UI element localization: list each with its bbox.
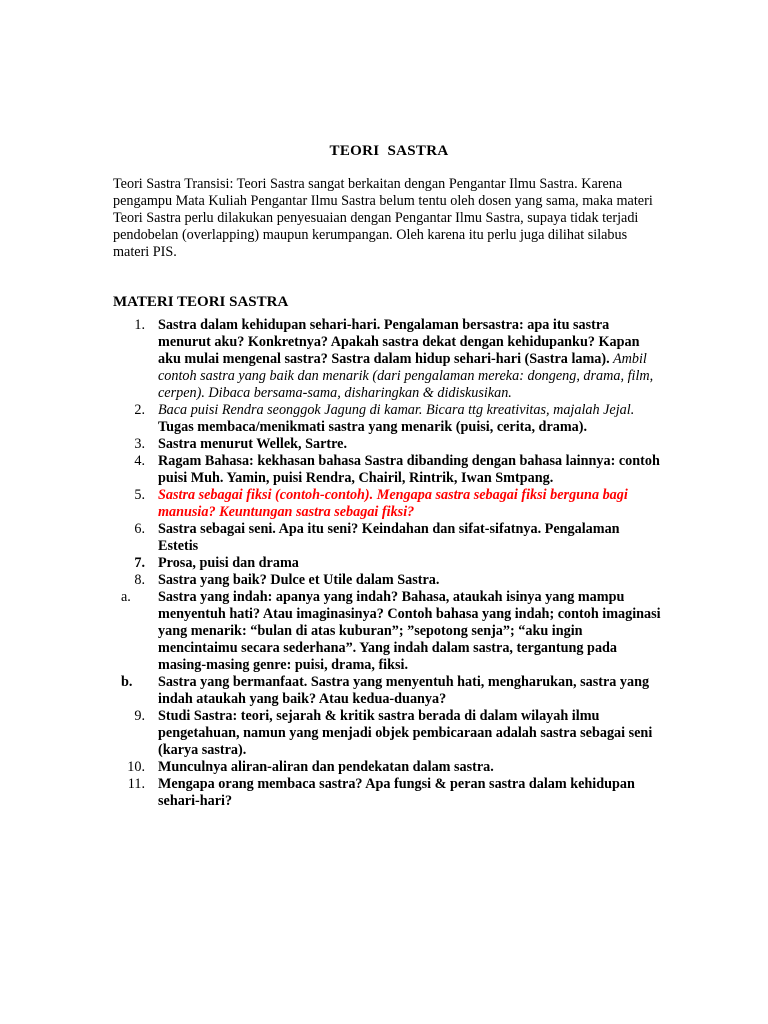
list-marker: 1. [134, 317, 145, 333]
item-bold-text: Sastra sebagai seni. Apa itu seni? Keindahan dan sifat-sifatnya. Pengalaman Estetis [158, 521, 620, 554]
intro-paragraph: Teori Sastra Transisi: Teori Sastra sangat berkaitan dengan Pengantar Ilmu Sastra. Karena pengampu Mata Kuliah Pengantar Ilmu Sastra belum tentu oleh dosen yang sama, maka materi Teori Sastra perlu dilakukan penyesuaian dengan Pengantar Ilmu Sastra, supaya tidak terjadi pendobelan (overlapping) maupun kerumpangan. Oleh karena itu perlu juga dilihat silabus materi PIS. [113, 176, 653, 260]
list-marker: 7. [134, 555, 145, 571]
list-item [113, 436, 663, 453]
list-marker: 9. [134, 708, 145, 724]
item-red-text: Sastra sebagai fiksi (contoh-contoh). Mengapa sastra sebagai fiksi berguna bagi manusia? Keuntungan sastra sebagai fiksi? [158, 487, 628, 520]
item-bold-text: Sastra dalam kehidupan sehari-hari. Pengalaman bersastra: apa itu sastra menurut aku? Konkretnya? Apakah sastra dekat dengan kehidupanku? Kapan aku mulai mengenal sastra? Sastra dalam hidup sehari-hari (Sastra lama). [158, 317, 640, 367]
list-marker: 10. [127, 759, 145, 775]
item-italic-text: Ambil contoh sastra yang baik dan menarik (dari pengalaman mereka: dongeng, drama, film, cerpen). Dibaca bersama-sama, disharingkan & didiskusikan. [158, 351, 654, 401]
item-bold-text: Ragam Bahasa: kekhasan bahasa Sastra dibanding dengan bahasa lainnya: contoh puisi Muh. Yamin, puisi Rendra, Chairil, Rintrik, Iwan Smtpang. [158, 453, 660, 486]
list-item [113, 589, 663, 674]
item-italic-text: Baca puisi Rendra seonggok Jagung di kamar. Bicara ttg kreativitas, majalah Jejal. [158, 402, 635, 418]
item-bold-text: Studi Sastra: teori, sejarah & kritik sastra berada di dalam wilayah ilmu pengetahuan, namun yang menjadi objek pembicaraan adalah sastra sebagai seni (karya sastra). [158, 708, 653, 758]
list-marker: 3. [134, 436, 145, 452]
list-item [113, 759, 663, 776]
list-marker: 5. [134, 487, 145, 503]
list-marker: 2. [134, 402, 145, 418]
list-marker: 4. [134, 453, 145, 469]
item-bold-text: Prosa, puisi dan drama [158, 555, 299, 571]
list-item [113, 487, 663, 521]
list-item [113, 572, 663, 589]
page-title: TEORI SASTRA [329, 143, 449, 159]
list-item [113, 521, 663, 555]
topic-list [113, 317, 663, 810]
list-marker: b. [121, 674, 133, 690]
item-bold-text: Sastra menurut Wellek, Sartre. [158, 436, 348, 452]
item-bold-text: Munculnya aliran-aliran dan pendekatan dalam sastra. [158, 759, 494, 775]
list-marker: 8. [134, 572, 145, 588]
list-item [113, 776, 663, 810]
item-bold-text: Mengapa orang membaca sastra? Apa fungsi & peran sastra dalam kehidupan sehari-hari? [158, 776, 635, 809]
list-item [113, 708, 663, 759]
section-heading: MATERI TEORI SASTRA [113, 294, 289, 310]
list-item [113, 317, 663, 402]
item-bold-text: Sastra yang bermanfaat. Sastra yang menyentuh hati, mengharukan, sastra yang indah ataukah yang baik? Atau kedua-duanya? [158, 674, 650, 707]
list-item [113, 453, 663, 487]
list-marker: 11. [127, 776, 145, 792]
item-bold-text: Sastra yang baik? Dulce et Utile dalam Sastra. [158, 572, 440, 588]
list-item [113, 402, 663, 436]
item-bold-text: Sastra yang indah: apanya yang indah? Bahasa, ataukah isinya yang mampu menyentuh hati? Atau imaginasinya? Contoh bahasa yang indah; contoh imaginasi yang menarik: “bulan di atas kuburan”; ”sepotong senja”; “aku ingin mencintaimu secara sederhana”. Yang indah dalam sastra, tergantung pada masing-masing genre: puisi, drama, fiksi. [158, 589, 661, 673]
item-bold-text: Tugas membaca/menikmati sastra yang menarik (puisi, cerita, drama). [158, 419, 588, 435]
list-marker: 6. [134, 521, 145, 537]
list-item [113, 555, 663, 572]
list-item [113, 674, 663, 708]
list-marker: a. [121, 589, 131, 605]
